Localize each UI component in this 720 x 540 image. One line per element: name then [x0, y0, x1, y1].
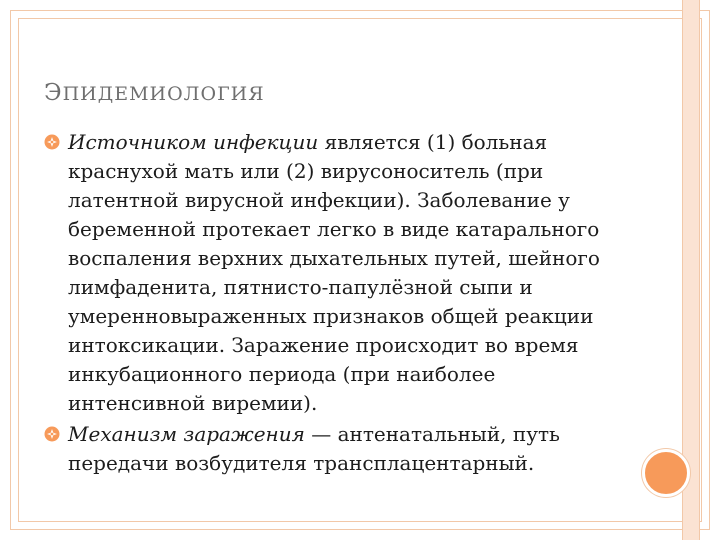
bullet-text	[68, 420, 634, 478]
flower-bullet-icon	[44, 426, 60, 442]
bullet-item	[44, 128, 634, 418]
slide-title-cap: Э	[44, 80, 63, 106]
orange-circle-icon	[642, 449, 690, 497]
slide-title	[44, 80, 265, 106]
bullet-body: является (1) больная краснухой мать или (2) вирусоноситель (при латентной вирусной инфекции). Заболевание у беременной протекает легко в виде катарального воспаления верхних дыхательных путей, шейного лимфаденита, пятнисто-папулёзной сыпи и умеренновыраженных признаков общей реакции интоксикации. Заражение происходит во время инкубационного периода (при наиболее интенсивной виремии).	[68, 130, 600, 415]
flower-bullet-icon	[44, 134, 60, 150]
bullet-lead: Источником инфекции	[68, 130, 319, 154]
bullet-item	[44, 420, 634, 478]
bullet-body: — антенатальный, путь передачи возбудителя трансплацентарный.	[68, 422, 560, 475]
slide-title-rest: ПИДЕМИОЛОГИЯ	[62, 83, 265, 105]
bullet-text	[68, 128, 634, 418]
bullet-lead: Механизм заражения	[68, 422, 305, 446]
slide-content	[44, 128, 634, 480]
